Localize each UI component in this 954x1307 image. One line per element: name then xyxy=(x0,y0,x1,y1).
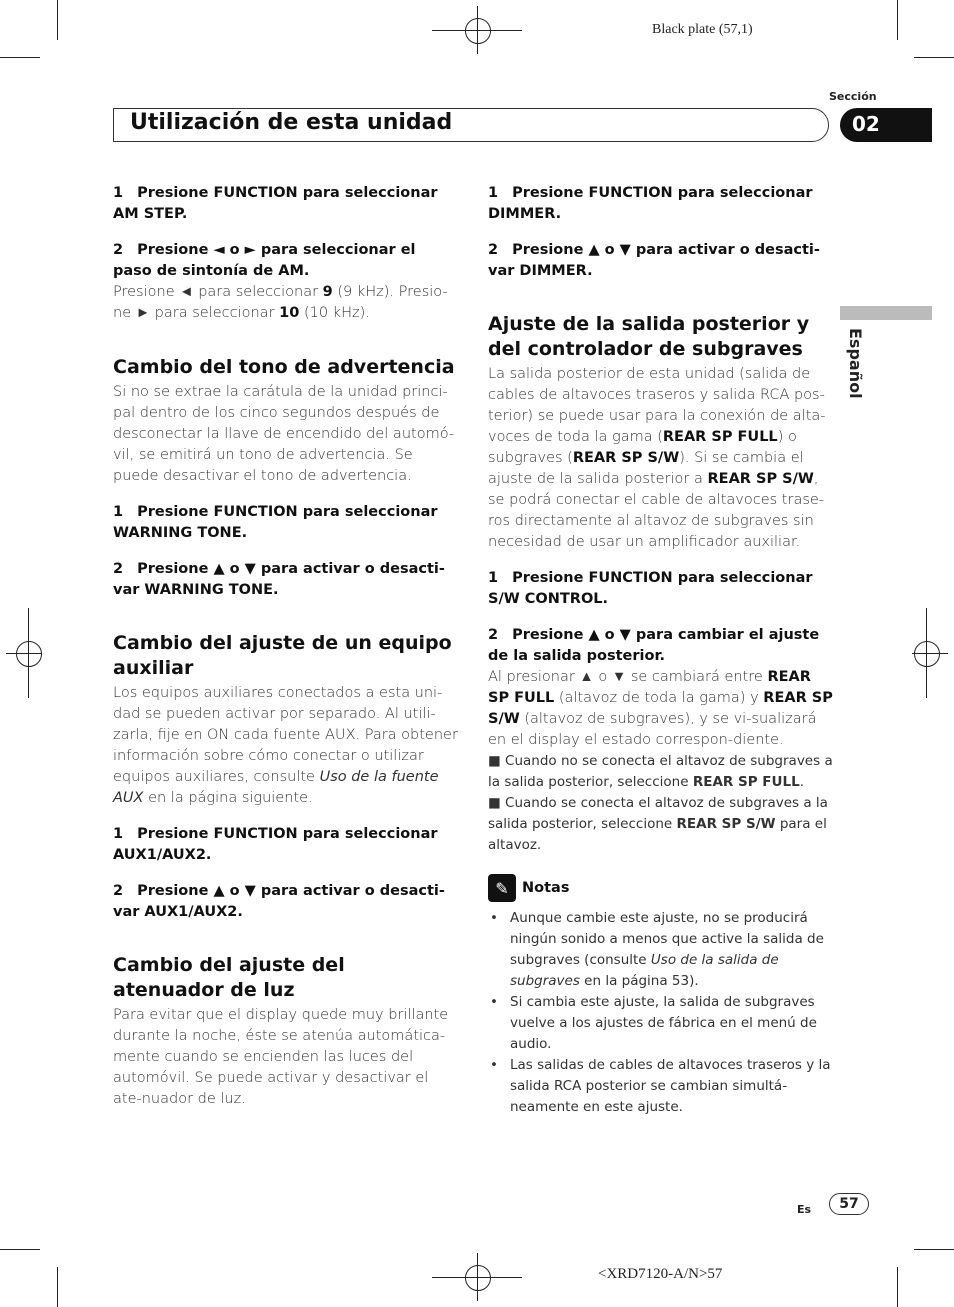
document-code: <XRD7120-A/N>57 xyxy=(598,1266,723,1282)
step-dimmer-2: 2 Presione ▲ o ▼ para activar o desacti-var DIMMER. xyxy=(488,242,820,279)
crop-mark xyxy=(57,1267,58,1307)
heading-dimmer: Cambio del ajuste del atenuador de luz xyxy=(113,954,345,1001)
dimmer-body: Para evitar que el display quede muy brillante durante la noche, éste se atenúa automática-mente cuando se encienden las luces del automóvil. Se puede activar y desactivar el ate-nuador de luz. xyxy=(113,1007,449,1107)
heading-warning-tone: Cambio del tono de advertencia xyxy=(113,356,455,378)
section-number-badge: 02 xyxy=(840,108,932,142)
plate-label: Black plate (57,1) xyxy=(652,22,753,37)
page-number: 57 xyxy=(829,1193,869,1215)
notes-header xyxy=(488,874,834,902)
language-code: Es xyxy=(797,1203,812,1216)
registration-target-icon xyxy=(465,1265,491,1291)
step-am-1: 1 Presione FUNCTION para seleccionar AM STEP. xyxy=(113,185,438,222)
rear-body: La salida posterior de esta unidad (salida de cables de altavoces traseros y salida RCA pos-terior) se puede usar para la conexión de alta-voces de toda la gama (REAR SP FULL) o subgraves (REAR SP S/W). Si se cambia el ajuste de la salida posterior a REAR SP S/W, se podrá conectar el cable de altavoces trase-ros directamente al altavoz de subgraves sin necesidad de usar un amplificador auxiliar. xyxy=(488,366,826,550)
step-rear-1: 1 Presione FUNCTION para seleccionar S/W CONTROL. xyxy=(488,570,813,607)
crop-mark xyxy=(897,1267,898,1307)
note-item: • Aunque cambie este ajuste, no se producirá ningún sonido a menos que active la salida de subgraves (consulte Uso de la salida de subgraves en la página 53). xyxy=(510,908,834,992)
step-rear-2: 2 Presione ▲ o ▼ para cambiar el ajuste de la salida posterior. xyxy=(488,627,820,664)
heading-aux: Cambio del ajuste de un equipo auxiliar xyxy=(113,632,452,679)
registration-target-icon xyxy=(465,18,491,44)
left-column xyxy=(113,183,459,1110)
crop-mark xyxy=(57,0,58,40)
registration-target-icon xyxy=(16,641,42,667)
note-item: • Las salidas de cables de altavoces traseros y la salida RCA posterior se cambian simultá-neamente en este ajuste. xyxy=(510,1055,834,1118)
pencil-icon: ✎ xyxy=(488,874,516,902)
step-dimmer-1: 1 Presione FUNCTION para seleccionar DIMMER. xyxy=(488,185,813,222)
crop-mark xyxy=(897,0,898,40)
step-aux-2: 2 Presione ▲ o ▼ para activar o desacti-var AUX1/AUX2. xyxy=(113,883,445,920)
crop-mark xyxy=(0,57,40,58)
notes-list xyxy=(488,908,834,1118)
am-step-body: Presione ◄ para seleccionar 9 (9 kHz). Presio-ne ► para seleccionar 10 (10 kHz). xyxy=(113,284,448,321)
registration-target-icon xyxy=(914,641,940,667)
aux-body: Los equipos auxiliares conectados a esta uni-dad se pueden activar por separado. Al utili-zarla, fije en ON cada fuente AUX. Para obtener información sobre cómo conectar o utilizar equipos auxiliares, consulte Uso de la fuente AUX en la página siguiente. xyxy=(113,685,458,806)
step-warning-1: 1 Presione FUNCTION para seleccionar WARNING TONE. xyxy=(113,504,438,541)
rear-step-body: Al presionar ▲ o ▼ se cambiará entre REAR SP FULL (altavoz de toda la gama) y REAR SP S/W (altavoz de subgraves), y se vi-sualizará en el display el estado correspon-diente. xyxy=(488,669,833,748)
right-column xyxy=(488,183,834,1118)
language-tab-bar xyxy=(840,306,932,320)
step-am-2: 2 Presione ◄ o ► para seleccionar el paso de sintonía de AM. xyxy=(113,242,416,279)
square-bullet-item: ■ Cuando no se conecta el altavoz de subgraves a la salida posterior, seleccione REAR SP FULL. xyxy=(488,753,833,790)
step-aux-1: 1 Presione FUNCTION para seleccionar AUX1/AUX2. xyxy=(113,826,438,863)
warning-body: Si no se extrae la carátula de la unidad princi-pal dentro de los cinco segundos después de desconectar la llave de encendido del automó-vil, se emitirá un tono de advertencia. Se puede desactivar el tono de advertencia. xyxy=(113,384,455,484)
notes-title: Notas xyxy=(522,880,570,896)
step-warning-2: 2 Presione ▲ o ▼ para activar o desacti-var WARNING TONE. xyxy=(113,561,445,598)
page-title: Utilización de esta unidad xyxy=(130,110,453,135)
crop-mark xyxy=(0,1249,40,1250)
crop-mark xyxy=(914,57,954,58)
language-tab: Español xyxy=(846,328,865,399)
square-bullet-item: ■ Cuando se conecta el altavoz de subgraves a la salida posterior, seleccione REAR SP S/W para el altavoz. xyxy=(488,795,828,853)
note-item: • Si cambia este ajuste, la salida de subgraves vuelve a los ajustes de fábrica en el menú de audio. xyxy=(510,992,834,1055)
section-label: Sección xyxy=(829,90,877,103)
heading-rear-output: Ajuste de la salida posterior y del controlador de subgraves xyxy=(488,313,810,360)
crop-mark xyxy=(914,1249,954,1250)
